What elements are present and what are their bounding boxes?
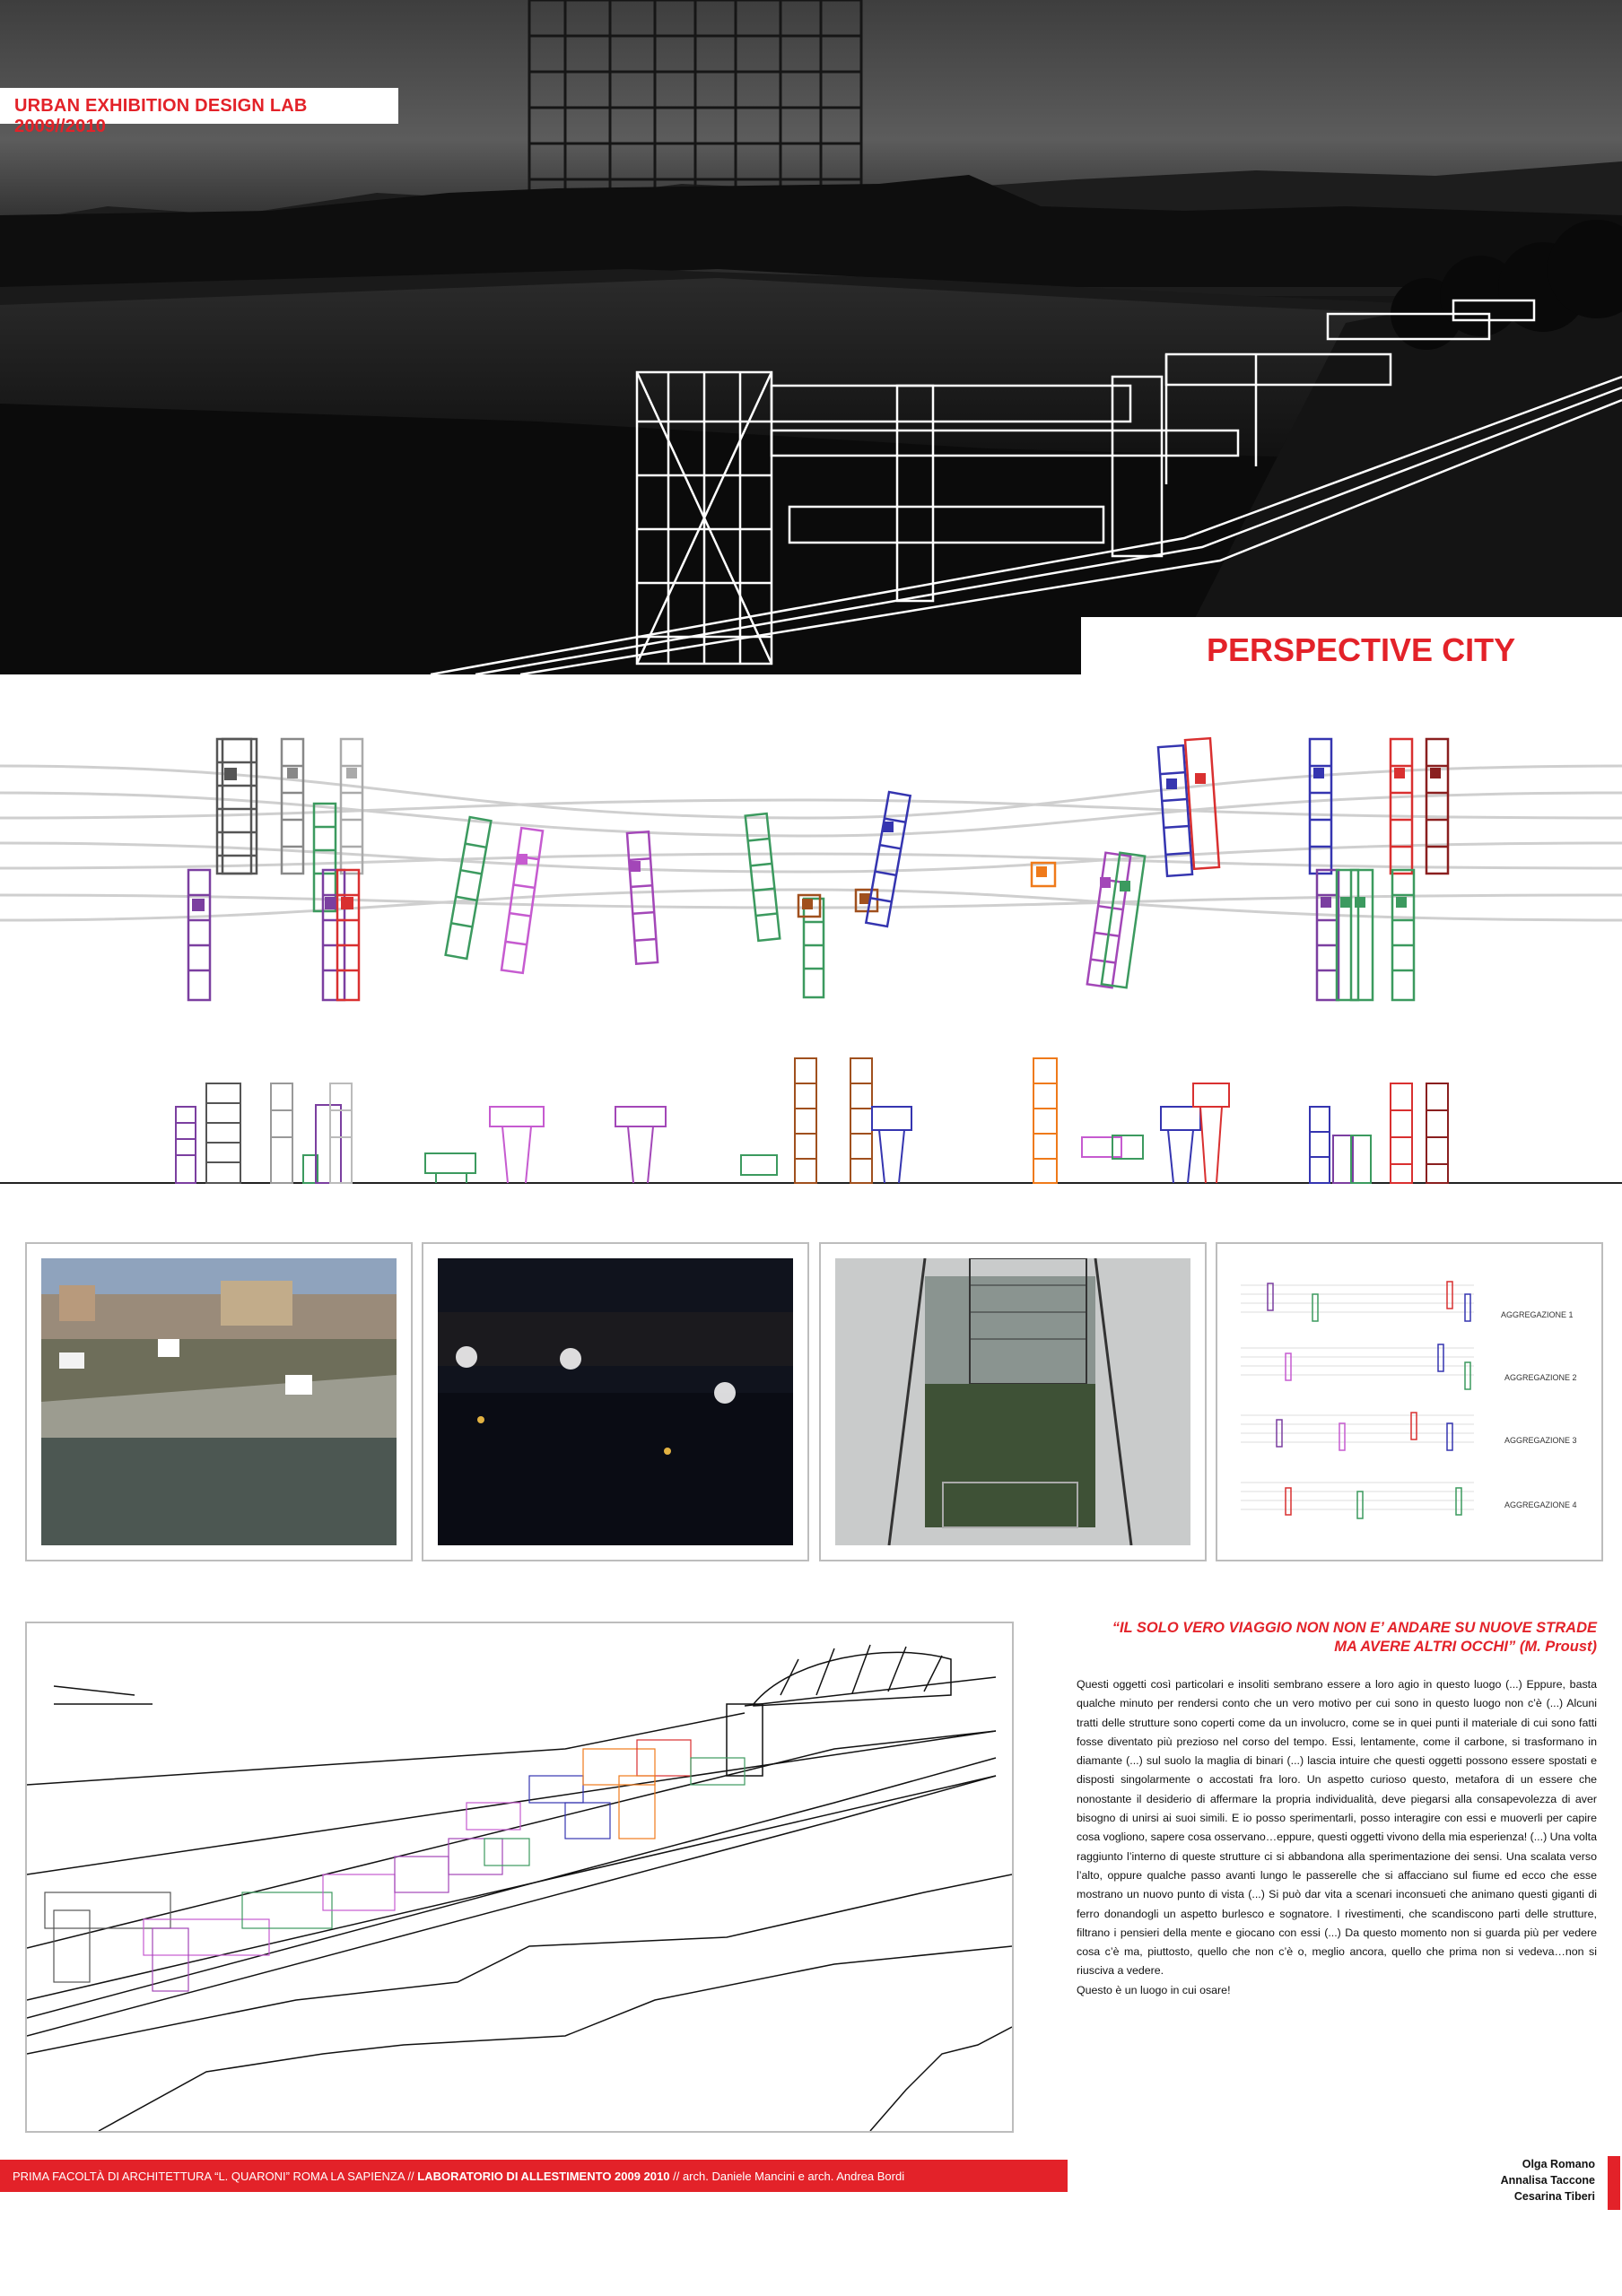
track-lines: [0, 766, 1622, 920]
description-text: [1077, 1675, 1597, 2000]
photo-night-scene: [438, 1258, 793, 1545]
plan-elevation-diagram: [0, 692, 1622, 1195]
footer-bar: [0, 2160, 1068, 2192]
title-box: [1081, 617, 1622, 680]
lab-badge: [0, 88, 398, 136]
aggregation-panel: [1216, 1242, 1603, 1561]
author-name: Annalisa Taccone: [1500, 2174, 1595, 2187]
plan-towers: [188, 738, 1448, 1000]
footer-faculty: PRIMA FACOLTÀ DI ARCHITETTURA “L. QUARONI” ROMA LA SAPIENZA //: [13, 2170, 418, 2183]
footer-lab: LABORATORIO DI ALLESTIMENTO 2009 2010: [417, 2170, 670, 2183]
aggregation-label-3: AGGREGAZIONE 3: [1504, 1436, 1577, 1445]
photo-interior-scene: [835, 1258, 1190, 1545]
photo-interior: [819, 1242, 1207, 1561]
quote-line-2: MA AVERE ALTRI OCCHI” (M. Proust): [1334, 1639, 1597, 1655]
aggregation-label-4: AGGREGAZIONE 4: [1504, 1500, 1577, 1509]
render-structures: [45, 1740, 745, 1991]
quote-line-1: “IL SOLO VERO VIAGGIO NON NON E’ ANDARE SU NUOVE STRADE: [1112, 1620, 1597, 1636]
photo-night: [422, 1242, 809, 1561]
render-perspective: [25, 1622, 1014, 2133]
author-accent-bar: [1608, 2156, 1620, 2210]
lab-label: URBAN EXHIBITION DESIGN LAB 2009//2010: [14, 96, 308, 136]
photo-day-scene: [41, 1258, 397, 1545]
elevation-towers: [176, 1058, 1448, 1183]
aggregation-label-1: AGGREGAZIONE 1: [1501, 1310, 1574, 1319]
bridge: [727, 1645, 951, 1776]
author-name: Cesarina Tiberi: [1513, 2190, 1595, 2203]
footer-tutors: // arch. Daniele Mancini e arch. Andrea Bordi: [669, 2170, 905, 2183]
author-name: Olga Romano: [1522, 2158, 1595, 2170]
description-paragraph-2: Questo è un luogo in cui osare!: [1077, 1983, 1231, 1996]
proust-quote: [1059, 1619, 1597, 1657]
aggregation-label-2: AGGREGAZIONE 2: [1504, 1373, 1577, 1382]
render-scene: [27, 1623, 1012, 2131]
authors-block: [1400, 2156, 1595, 2205]
page-title: PERSPECTIVE CITY: [1207, 631, 1516, 668]
photo-day: [25, 1242, 413, 1561]
description-paragraph-1: Questi oggetti così particolari e insoliti sembrano essere a loro agio in questo luogo (...) Eppure, basta qualche minuto per rendersi conto che un vero motivo per cui sono in questo luogo non c’è (...) Alcuni tratti delle strutture sono coperti come da un involucro, come se in quei punti il materiale di cui sono fatti fosse diventato più prezioso nel corso del tempo. Essi, lentamente, come il carbone, si trasformano in diamante (...) sul suolo la maglia di binari (...) lascia intuire che questi oggetti possono essere spostati e disposti singolarmente o accostati fra loro. Un aspetto curioso questo, metafora di un essere che nonostante il desiderio di affermare la propria individualità, deve piegarsi alla consapevolezza di aver bisogno di unirsi ai suoi simili. E io posso sperimentarli, posso interagire con essi e muoverli per capire cosa vogliono, sapere cosa osservano…eppure, questi oggetti vivono della mia esperienza! (...) Una volta raggiunto l’interno di queste strutture ci si abbandona alla sperimentazione dei sensi. Una scalata verso l’alto, oppure qualche passo avanti lungo le passerelle che si affacciano sul fiume ed ecco che esse mostrano un nuovo punto di vista (...) Si può dar vita a scenari inconsueti che animano questi giganti di ferro donandogli un aspetto burlesco e sognatore. I rivestimenti, che scandiscono parti delle strutture, filtrano i pensieri della mente e giocano con essi (...) Da questo momento non si guarda più per vedere cosa c’è ma, piuttosto, quello che non c’è o, meglio ancora, quello che prima non si vedeva…non si riusciva a vedere.: [1077, 1678, 1597, 1978]
footer-credits: [13, 2170, 904, 2183]
